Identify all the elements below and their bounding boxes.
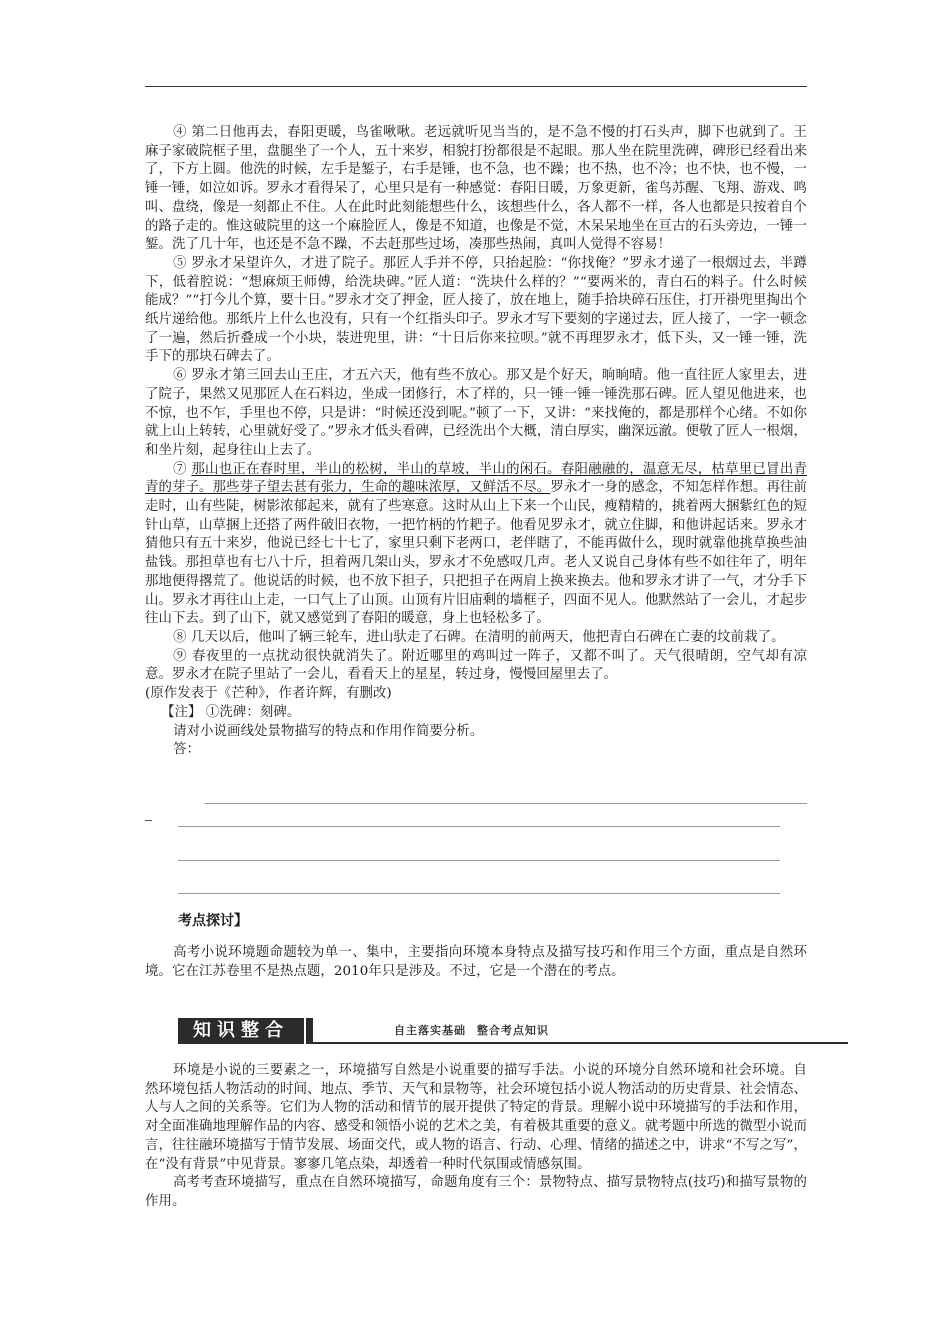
story-text	[145, 124, 807, 760]
knowledge-paragraph-2: 高考考查环境描写，重点在自然环境描写，命题角度有三个：景物特点、描写景物特点(技巧)和描写景物的作用。	[145, 1175, 807, 1209]
analysis-heading: 考点探讨】	[178, 913, 248, 929]
banner-subtitle: 自主落实基础 整合考点知识	[394, 1024, 549, 1037]
paragraph-7-number: ⑦	[173, 461, 192, 477]
section-banner	[178, 1018, 848, 1046]
analysis-text	[145, 944, 807, 981]
paragraph-5: ⑤ 罗永才呆望许久，才进了院子。那匠人手并不停，只抬起脸：“你找俺？”罗永才递了一根烟过去，半蹲下，低着腔说：“想麻烦王师傅，给洗块碑。”匠人道：“洗块什么样的？”“要两米的，青白石的料子。什么时候能成？”“打今儿个算，要十日。”罗永才交了押金，匠人接了，放在地上，随手拾块碎石压住，打开褂兜里掏出个纸片递给他。那纸片上什么也没有，只有一个红指头印子。罗永才写下要刻的字递过去，匠人接了，一字一顿念了一遍，然后折叠成一个小块，装进兜里，讲：“十日后你来拉呗。”就不再理罗永才，低下头，又一锤一锤，洗手下的那块石碑去了。	[145, 255, 807, 365]
paragraph-7	[145, 461, 807, 629]
answer-line-2	[178, 826, 780, 827]
question: 请对小说画线处景物描写的特点和作用作简要分析。	[173, 723, 484, 739]
underlined-scenery-passage: 那山也正在春时里，半山的松树，半山的草坡，半山的闲石。春阳融融的，温意无尽，枯草里已冒出青青的芽子。那些芽子望去甚有张力，生命的趣味浓厚，又鲜活不尽。	[145, 461, 807, 496]
banner-underline	[313, 1042, 848, 1044]
banner-title: 知识整合	[178, 1018, 304, 1044]
source-note: (原作发表于《芒种》，作者许辉，有删改)	[145, 686, 392, 702]
paragraph-9: ⑨ 春夜里的一点扰动很快就消失了。附近哪里的鸡叫过一阵子，又都不叫了。天气很晴朗，空气却有凉意。罗永才在院子里站了一会儿，看看天上的星星，转过身，慢慢回屋里去了。	[145, 648, 807, 683]
footnote: 【注】 ①洗碑：刻碑。	[161, 704, 301, 720]
answer-label: 答：	[173, 742, 201, 758]
banner-bar	[306, 1018, 313, 1044]
answer-line-4	[178, 893, 780, 894]
paragraph-4: ④ 第二日他再去，春阳更暖，鸟雀啾啾。老远就听见当当的，是不急不慢的打石头声，脚下也就到了。王麻子家破院框子里，盘腿坐了一个人，五十来岁，相貌打扮都很是不起眼。那人坐在院里洗碑，碑形已经看出来了，下方上圆。他洗的时候，左手是錾子，右手是锤，也不急，也不躁；也不热，也不冷；也不快，也不慢，一锤一锤，如泣如诉。罗永才看得呆了，心里只是有一种感觉：春阳日暖，万象更新，雀鸟苏醒、飞翔、游戏、鸣叫、盘绕，像是一刻都止不住。人在此时此刻能想些什么，该想些什么，各人都不一样，各人也都是只按着自个的路子走的。惟这破院里的这一个麻脸匠人，像是不知道，也像是不觉，木呆呆地坐在亘古的石头旁边，一锤一錾。洗了几十年，也还是不急不躁，不去赶那些过场，凑那些热闹，真叫人觉得不容易！	[145, 125, 807, 253]
knowledge-paragraph-1: 环境是小说的三要素之一，环境描写自然是小说重要的描写手法。小说的环境分自然环境和社会环境。自然环境包括人物活动的时间、地点、季节、天气和景物等，社会环境包括小说人物活动的历史背景、社会情态、人与人之间的关系等。它们为人物的活动和情节的展开提供了特定的背景。理解小说中环境描写的手法和作用，对全面准确地理解作品的内容、感受和领悟小说的艺术之美，有着极其重要的意义。就考题中所选的微型小说而言，往往融环境描写于情节发展、场面交代，或人物的语言、行动、心理、情绪的描述之中，讲求“不写之写”，在“没有背景”中见背景。寥寥几笔点染，却透着一种时代氛围或情感氛围。	[145, 1063, 807, 1172]
answer-dash	[145, 820, 152, 821]
paragraph-7-rest: 罗永才一身的感念，不知怎样作想。再往前走时，山有些陡，树影浓郁起来，就有了些寒意。这时从山上下来一个山民，瘦精精的，挑着两大捆紫红色的短针山草，山草捆上还搭了两件破旧衣物，一把竹柄的竹耙子。他看见罗永才，就立住脚，和他讲起话来。罗永才猜他只有五十来岁，他说已经七十七了，家里只剩下老两口，老伴瞎了，不能再做什么，现时就靠他挑草换些油盐钱。那担草也有七八十斤，担着两几架山头，罗永才不免感叹几声。老人又说自己身体有些不如往年了，明年那地便得撂荒了。他说话的时候，也不放下担子，只把担子在两肩上换来换去。他和罗永才讲了一气，才分手下山。罗永才再往山上走，一口气上了山顶。山顶有片旧庙剩的墙框子，四面不见人。他默然站了一会儿，才起步往山下去。到了山下，就又感觉到了春阳的暖意，身上也轻松多了。	[145, 480, 807, 627]
paragraph-8: ⑧ 几天以后，他叫了辆三轮车，进山驮走了石碑。在清明的前两天，他把青白石碑在亡妻的坟前栽了。	[173, 629, 785, 645]
answer-line-3	[178, 860, 780, 861]
paragraph-6: ⑥ 罗永才第三回去山王庄，才五六天，他有些不放心。那又是个好天，晌晌晴。他一直往匠人家里去，进了院子，果然又见那匠人在石料边，坐成一团修行，木了样的，只一锤一锤一锤洗那石碑。匠人望见他进来，也不惊，也不乍，手里也不停，只是讲：“时候还没到呢。”顿了一下，又讲：“来找俺的，都是那样个心绪。不如你就上山上转转，心里就好受了。”罗永才低头看碑，已经洗出个大概，清白厚实，幽深远澈。便敬了匠人一根烟，和坐片刻，起身往山上去了。	[145, 368, 807, 458]
analysis-body: 高考小说环境题命题较为单一、集中，主要指向环境本身特点及描写技巧和作用三个方面，重点是自然环境。它在江苏卷里不是热点题，2010年只是涉及。不过，它是一个潜在的考点。	[145, 945, 807, 979]
knowledge-text	[145, 1062, 807, 1212]
answer-line-1	[205, 803, 807, 804]
header-rule	[145, 86, 807, 87]
